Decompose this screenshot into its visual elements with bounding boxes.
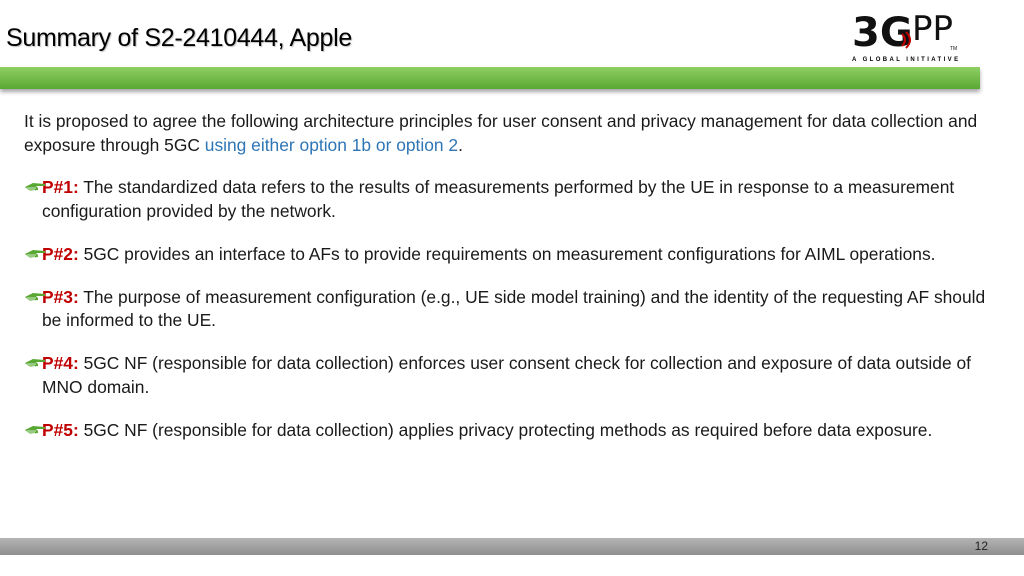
principle-text: The purpose of measurement configuration (e.g., UE side model training) and the identity of the requesting AF should be informed to the UE. bbox=[42, 286, 986, 330]
intro-end: . bbox=[458, 134, 463, 155]
intro-paragraph bbox=[24, 110, 999, 157]
pointing-hand-icon bbox=[24, 289, 46, 303]
footer-bar bbox=[0, 538, 1024, 555]
logo-3g-text: 3G bbox=[852, 10, 913, 56]
intro-text: It is proposed to agree the following architecture principles for user consent and privacy management for data collection and exposure through 5GC bbox=[24, 111, 978, 155]
slide-body bbox=[24, 110, 999, 462]
principle-text: 5GC NF (responsible for data collection) applies privacy protecting methods as required before data exposure. bbox=[78, 419, 933, 440]
header-green-bar bbox=[0, 67, 980, 89]
logo-tagline: A GLOBAL INITIATIVE bbox=[852, 57, 961, 63]
principle-text: 5GC NF (responsible for data collection) enforces user consent check for collection and exposure of data outside of MNO domain. bbox=[42, 353, 971, 397]
intro-highlight: using either option 1b or option 2 bbox=[204, 134, 459, 155]
principle-item-p1 bbox=[24, 176, 999, 223]
principle-item-p2 bbox=[24, 243, 999, 267]
principle-label: P#2: bbox=[42, 243, 79, 264]
principle-label: P#3: bbox=[42, 286, 79, 307]
principle-item-p5 bbox=[24, 419, 999, 443]
principle-text: 5GC provides an interface to AFs to provide requirements on measurement configurations for AIML operations. bbox=[78, 243, 936, 264]
pointing-hand-icon bbox=[24, 179, 46, 193]
pointing-hand-icon bbox=[24, 422, 46, 436]
principle-text: The standardized data refers to the results of measurements performed by the UE in response to a measurement configuration provided by the network. bbox=[42, 177, 955, 221]
svg-text:TM: TM bbox=[950, 46, 958, 52]
slide-title: Summary of S2-2410444, Apple bbox=[6, 24, 352, 52]
principle-item-p3 bbox=[24, 286, 999, 333]
page-number: 12 bbox=[974, 539, 988, 553]
pointing-hand-icon bbox=[24, 246, 46, 260]
pointing-hand-icon bbox=[24, 355, 46, 369]
principle-item-p4 bbox=[24, 352, 999, 399]
principle-label: P#1: bbox=[42, 177, 79, 197]
logo-pp-text: PP bbox=[912, 9, 954, 49]
principle-label: P#4: bbox=[42, 353, 79, 373]
principle-label: P#5: bbox=[42, 419, 79, 440]
